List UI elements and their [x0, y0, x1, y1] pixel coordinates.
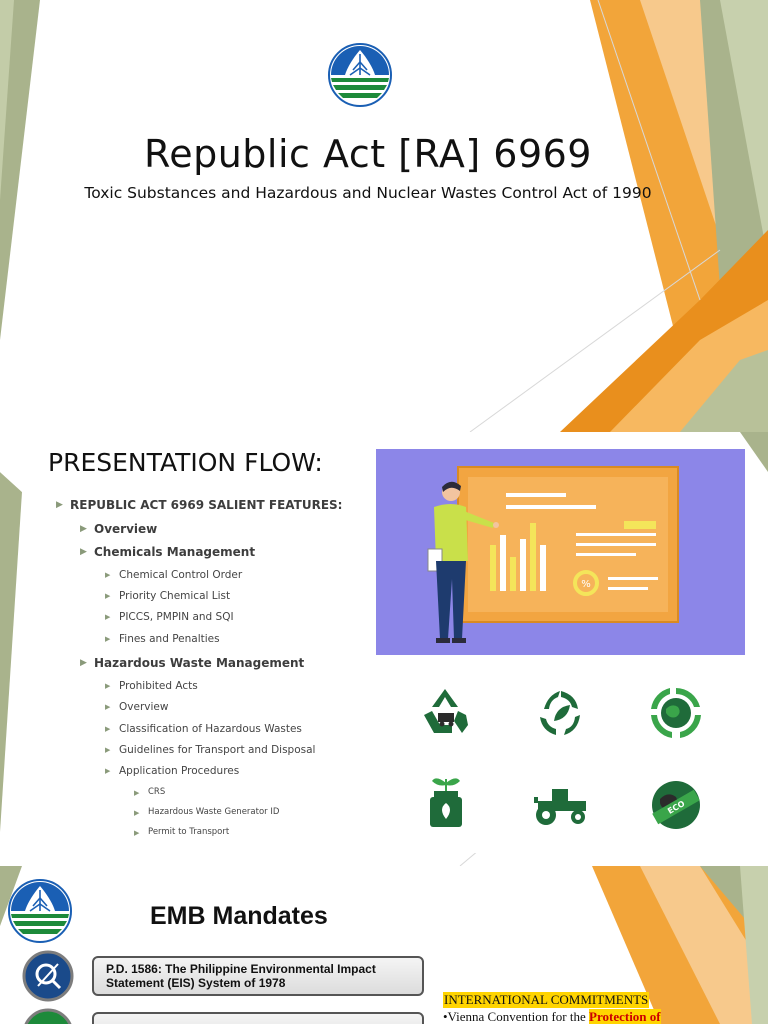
recycle-truck-icon — [418, 685, 472, 739]
international-commitments-heading: INTERNATIONAL COMMITMENTS — [444, 992, 649, 1007]
outline-item-text: Guidelines for Transport and Disposal — [119, 743, 316, 756]
outline-item-text: Hazardous Waste Generator ID — [148, 806, 280, 817]
bullet-arrow-icon: ▶ — [105, 745, 111, 754]
outline-item-text: REPUBLIC ACT 6969 SALIENT FEATURES: — [70, 498, 343, 512]
outline-item-text: Hazardous Waste Management — [94, 656, 305, 671]
mandate-text — [106, 962, 376, 990]
slide-decoration — [0, 866, 768, 1024]
denr-logo — [327, 42, 393, 108]
outline-item-text: Priority Chemical List — [119, 589, 231, 602]
eis-magnifier-icon — [22, 950, 74, 1002]
bullet-arrow-icon: ▶ — [56, 500, 63, 510]
outline-item-level-2 — [80, 545, 256, 559]
outline-item-level-3 — [105, 568, 243, 581]
slide-title: EMB Mandates — [150, 902, 328, 930]
outline-item-text: Application Procedures — [119, 765, 240, 778]
outline-item-level-3 — [105, 589, 231, 602]
bullet-arrow-icon: ▶ — [80, 523, 87, 534]
mandate-card — [92, 956, 424, 996]
eco-globe-icon — [648, 777, 704, 833]
outline-item-level-4 — [134, 786, 166, 797]
mandate-icon — [22, 1008, 74, 1024]
mandate-line: P.D. 1586: The Philippine Environmental Impact — [106, 962, 376, 976]
bullet-arrow-icon: ▶ — [105, 767, 111, 776]
bullet-arrow-icon: ▶ — [105, 613, 111, 622]
percent-label: % — [581, 579, 591, 590]
outline-item-text: PICCS, PMPIN and SQI — [119, 611, 234, 624]
outline-item-text: CRS — [148, 786, 166, 797]
bullet-arrow-icon: ▶ — [105, 724, 111, 733]
bullet-arrow-icon: ▶ — [134, 788, 140, 797]
outline-item-text: Permit to Transport — [148, 826, 230, 837]
outline-item-level-3 — [105, 611, 234, 624]
denr-logo — [7, 878, 73, 944]
bullet-arrow-icon: ▶ — [105, 634, 111, 643]
outline-item-text: Prohibited Acts — [119, 679, 198, 692]
outline-item-text: Overview — [94, 521, 158, 536]
outline-item-level-3 — [105, 765, 240, 778]
presentation-flow-slide — [0, 432, 768, 866]
outline-item-text: Classification of Hazardous Wastes — [119, 722, 302, 735]
recycle-leaf-icon — [534, 687, 588, 739]
bullet-arrow-icon: ▶ — [105, 703, 111, 712]
mandate-line: Statement (EIS) System of 1978 — [106, 976, 286, 990]
bullet-arrow-icon: ▶ — [80, 547, 87, 557]
outline-item-level-3 — [105, 743, 316, 756]
outline-item-text: Overview — [119, 701, 169, 714]
tractor-icon — [530, 781, 594, 827]
outline-item-text: Chemical Control Order — [119, 568, 243, 581]
outline-item-text: Fines and Penalties — [119, 632, 220, 645]
outline-item-text: Chemicals Management — [94, 545, 256, 559]
bullet-arrow-icon: ▶ — [134, 828, 140, 837]
outline-item-level-3 — [105, 632, 220, 645]
outline-item-level-3 — [105, 722, 302, 735]
outline-item-level-2 — [80, 656, 305, 671]
outline-item-level-3 — [105, 701, 169, 714]
bullet-arrow-icon: ▶ — [105, 681, 111, 690]
bullet-arrow-icon: ▶ — [105, 591, 111, 600]
bullet-arrow-icon: ▶ — [80, 658, 87, 669]
outline-item-level-3 — [105, 679, 198, 692]
slide-subtitle: Toxic Substances and Hazardous and Nuclear Wastes Control Act of 1990 — [84, 184, 652, 202]
bullet-arrow-icon: ▶ — [134, 808, 140, 817]
commitment-text: •Vienna Convention for the — [443, 1009, 586, 1024]
eco-icons-panel — [384, 665, 744, 853]
mandate-card — [92, 1012, 424, 1024]
eco-badge-label: ECO — [666, 799, 687, 816]
slide-title: Republic Act [RA] 6969 — [144, 132, 592, 176]
emb-mandates-slide — [0, 866, 768, 1024]
outline-item-level-4 — [134, 826, 230, 837]
presentation-illustration — [376, 449, 745, 655]
title-slide — [0, 0, 768, 432]
outline-item-level-1 — [56, 498, 343, 512]
bullet-arrow-icon: ▶ — [105, 570, 111, 579]
outline-item-level-4 — [134, 806, 280, 817]
commitment-highlight: Protection of — [589, 1009, 661, 1024]
commitment-item — [443, 1009, 753, 1024]
recycle-globe-icon — [648, 685, 704, 741]
plant-jar-icon — [424, 773, 468, 831]
outline-item-level-2 — [80, 521, 158, 536]
section-heading: PRESENTATION FLOW: — [48, 448, 323, 477]
